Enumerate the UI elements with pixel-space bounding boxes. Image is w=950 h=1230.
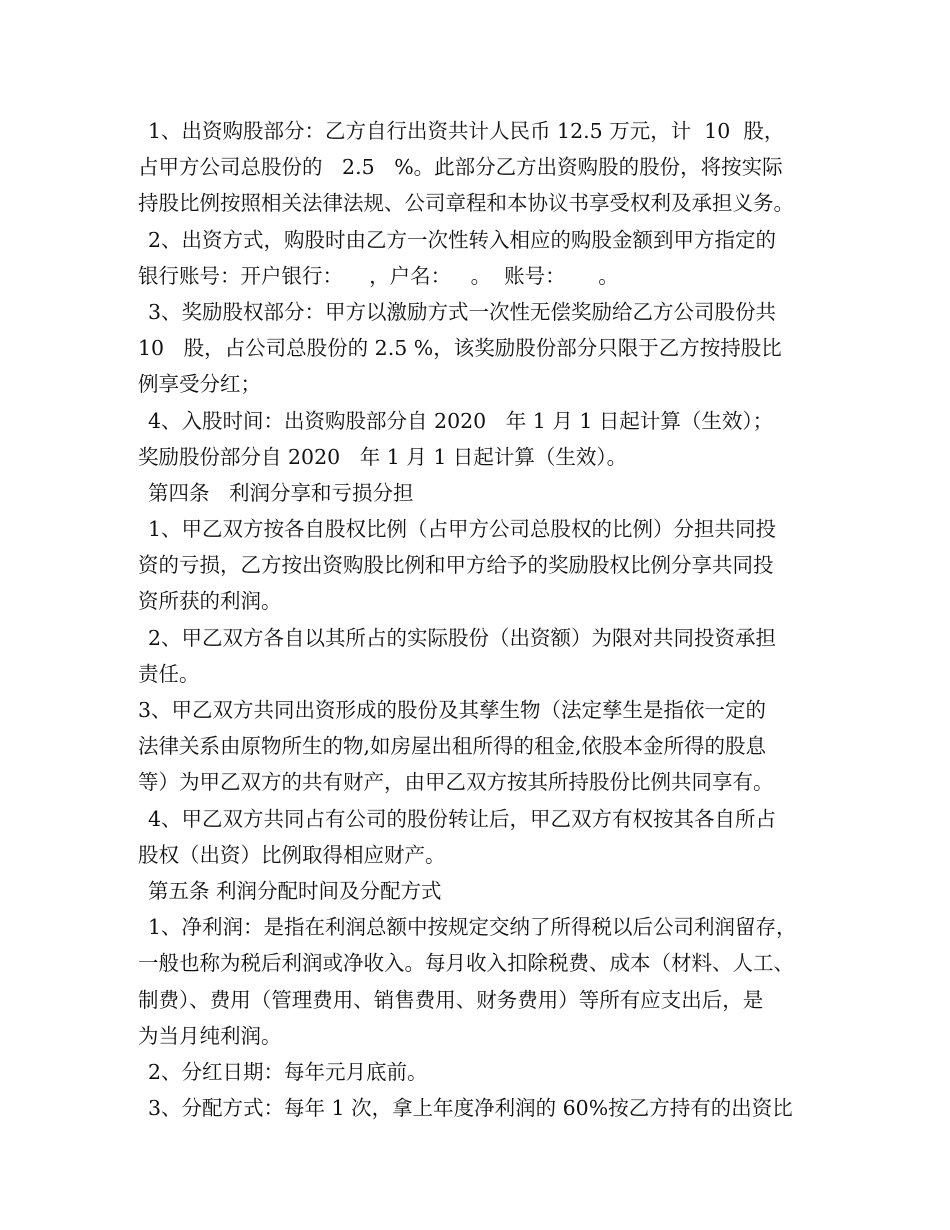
text-line: 责任。	[138, 661, 200, 686]
document-body	[138, 113, 838, 1126]
text-line: 第四条 利润分享和亏损分担	[148, 480, 414, 505]
text-line: 制费）、费用（管理费用、销售费用、财务费用）等所有应支出后，是	[138, 987, 764, 1012]
text-line: 资的亏损，乙方按出资购股比例和甲方给予的奖励股权比例分享共同投	[138, 553, 774, 578]
text-line: 奖励股份部分自 2020 年 1 月 1 日起计算（生效）。	[138, 444, 628, 469]
text-line: 4、甲乙双方共同占有公司的股份转让后，甲乙双方有权按其各自所占	[148, 806, 777, 831]
text-line: 等）为甲乙双方的共有财产，由甲乙双方按其所持股份比例共同享有。	[138, 770, 774, 795]
text-line: 为当月纯利润。	[138, 1023, 282, 1048]
text-line: 持股比例按照相关法律法规、公司章程和本协议书享受权利及承担义务。	[138, 191, 794, 216]
text-line: 1、甲乙双方按各自股权比例（占甲方公司总股权的比例）分担共同投	[148, 517, 777, 542]
text-line: 1、净利润：是指在利润总额中按规定交纳了所得税以后公司利润留存，	[148, 915, 797, 940]
text-line: 第五条 利润分配时间及分配方式	[148, 878, 442, 903]
text-line: 2、甲乙双方各自以其所占的实际股份（出资额）为限对共同投资承担	[148, 625, 777, 650]
text-line: 4、入股时间：出资购股部分自 2020 年 1 月 1 日起计算（生效）；	[148, 408, 774, 433]
text-line: 3、甲乙双方共同出资形成的股份及其孳生物（法定孳生是指依一定的	[138, 698, 767, 722]
text-line: 银行账号：开户银行： ，户名： 。 账号： 。	[138, 263, 619, 288]
text-line: 2、出资方式，购股时由乙方一次性转入相应的购股金额到甲方指定的	[148, 227, 777, 252]
text-line: 占甲方公司总股份的 2.5 %。此部分乙方出资购股的股份，将按实际	[138, 155, 783, 180]
text-line: 3、奖励股权部分：甲方以激励方式一次性无偿奖励给乙方公司股份共	[148, 299, 777, 324]
text-line: 法律关系由原物所生的物,如房屋出租所得的租金,依股本金所得的股息	[138, 734, 767, 759]
text-line: 一般也称为税后利润或净收入。每月收入扣除税费、成本（材料、人工、	[138, 951, 794, 976]
text-line: 1、出资购股部分：乙方自行出资共计人民币 12.5 万元，计 10 股，	[148, 119, 785, 143]
text-line: 2、分红日期：每年元月底前。	[148, 1059, 428, 1084]
text-line: 股权（出资）比例取得相应财产。	[138, 842, 446, 867]
text-line: 10 股，占公司总股份的 2.5 %，该奖励股份部分只限于乙方按持股比	[138, 336, 782, 361]
text-line: 例享受分红；	[138, 372, 261, 397]
text-line: 3、分配方式：每年 1 次，拿上年度净利润的 60%按乙方持有的出资比	[148, 1096, 793, 1121]
text-line: 资所获的利润。	[138, 589, 282, 614]
